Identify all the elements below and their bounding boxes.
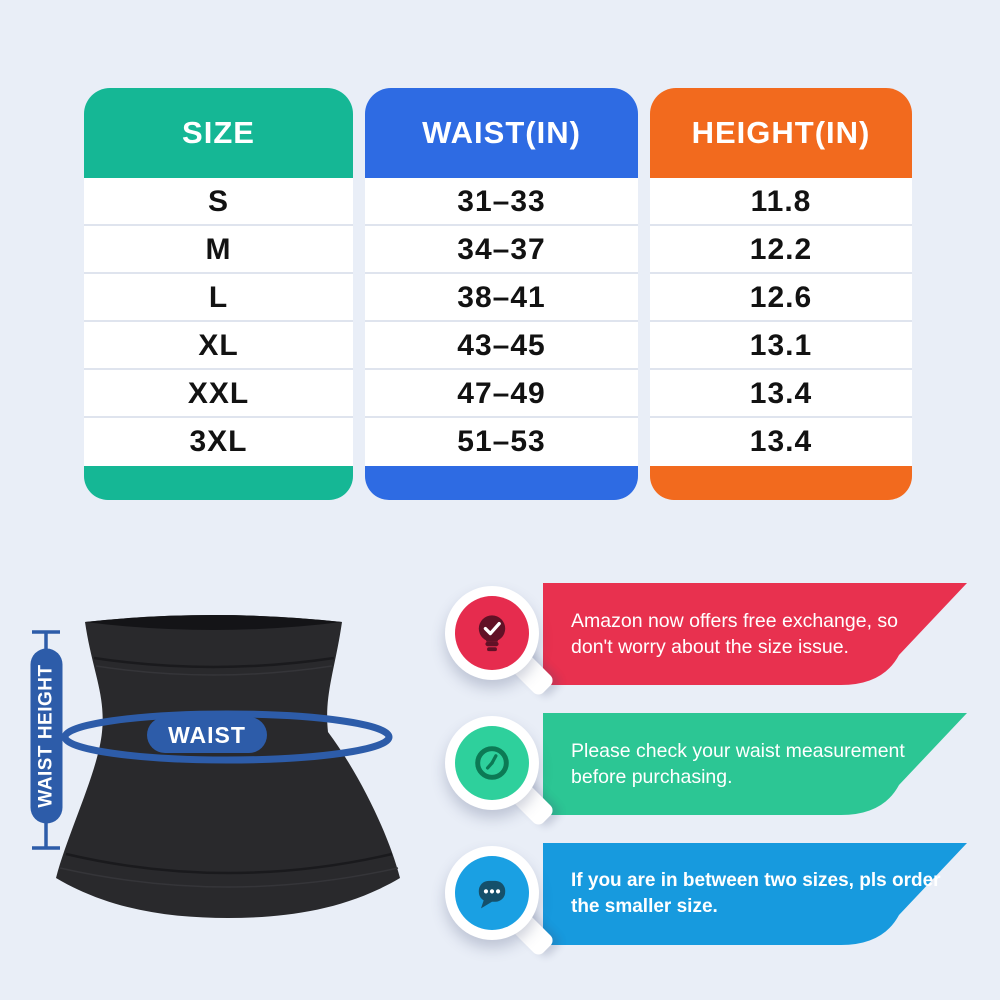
callout-exchange [543, 583, 967, 685]
size-column-footer [84, 466, 353, 500]
waist-cell: 51–53 [457, 425, 546, 458]
waist-cell: 43–45 [457, 329, 546, 362]
size-cell: XXL [187, 377, 250, 410]
size-cell: XL [198, 329, 239, 362]
callout-line: before purchasing. [571, 766, 733, 788]
height-cell: 13.1 [749, 329, 813, 362]
size-column-header: SIZE [84, 88, 353, 178]
lightbulb-check-icon [455, 596, 529, 670]
waist-column-footer [365, 466, 638, 500]
waist-height-label: WAIST HEIGHT [35, 663, 56, 808]
height-cell: 13.4 [749, 377, 813, 410]
waist-trainer-graphic [10, 600, 440, 940]
callout-line: Amazon now offers free exchange, so [571, 610, 898, 632]
height-cell: 11.8 [750, 185, 812, 218]
column-gap [353, 178, 365, 466]
size-cell: M [205, 233, 232, 266]
height-cell: 12.2 [749, 233, 813, 266]
size-cell: L [208, 281, 229, 314]
callout-between-sizes [543, 843, 967, 945]
callout-line: If you are in between two sizes, pls order [571, 870, 941, 891]
waist-label-pill [147, 717, 267, 753]
callout-line: don't worry about the size issue. [571, 636, 849, 658]
callout-text [571, 713, 951, 815]
waist-cell: 38–41 [457, 281, 546, 314]
height-column-header: HEIGHT(IN) [650, 88, 912, 178]
waist-cell: 47–49 [457, 377, 546, 410]
waist-column-header: WAIST(IN) [365, 88, 638, 178]
waist-cell: 31–33 [457, 185, 546, 218]
size-table-body [84, 178, 912, 466]
waist-height-pill [30, 648, 62, 823]
height-cell: 13.4 [749, 425, 813, 458]
callout-line: Please check your waist measurement [571, 740, 905, 762]
waist-label: WAIST [168, 721, 246, 748]
clock-icon [455, 726, 529, 800]
callout-text [571, 583, 951, 685]
height-cell: 12.6 [749, 281, 813, 314]
size-cell: 3XL [189, 425, 248, 458]
chat-icon [455, 856, 529, 930]
callout-measurement [543, 713, 967, 815]
column-gap [638, 178, 650, 466]
callout-line: the smaller size. [571, 896, 718, 917]
callout-text [571, 843, 951, 945]
waist-cell: 34–37 [457, 233, 546, 266]
height-column-footer [650, 466, 912, 500]
size-cell: S [207, 185, 229, 218]
